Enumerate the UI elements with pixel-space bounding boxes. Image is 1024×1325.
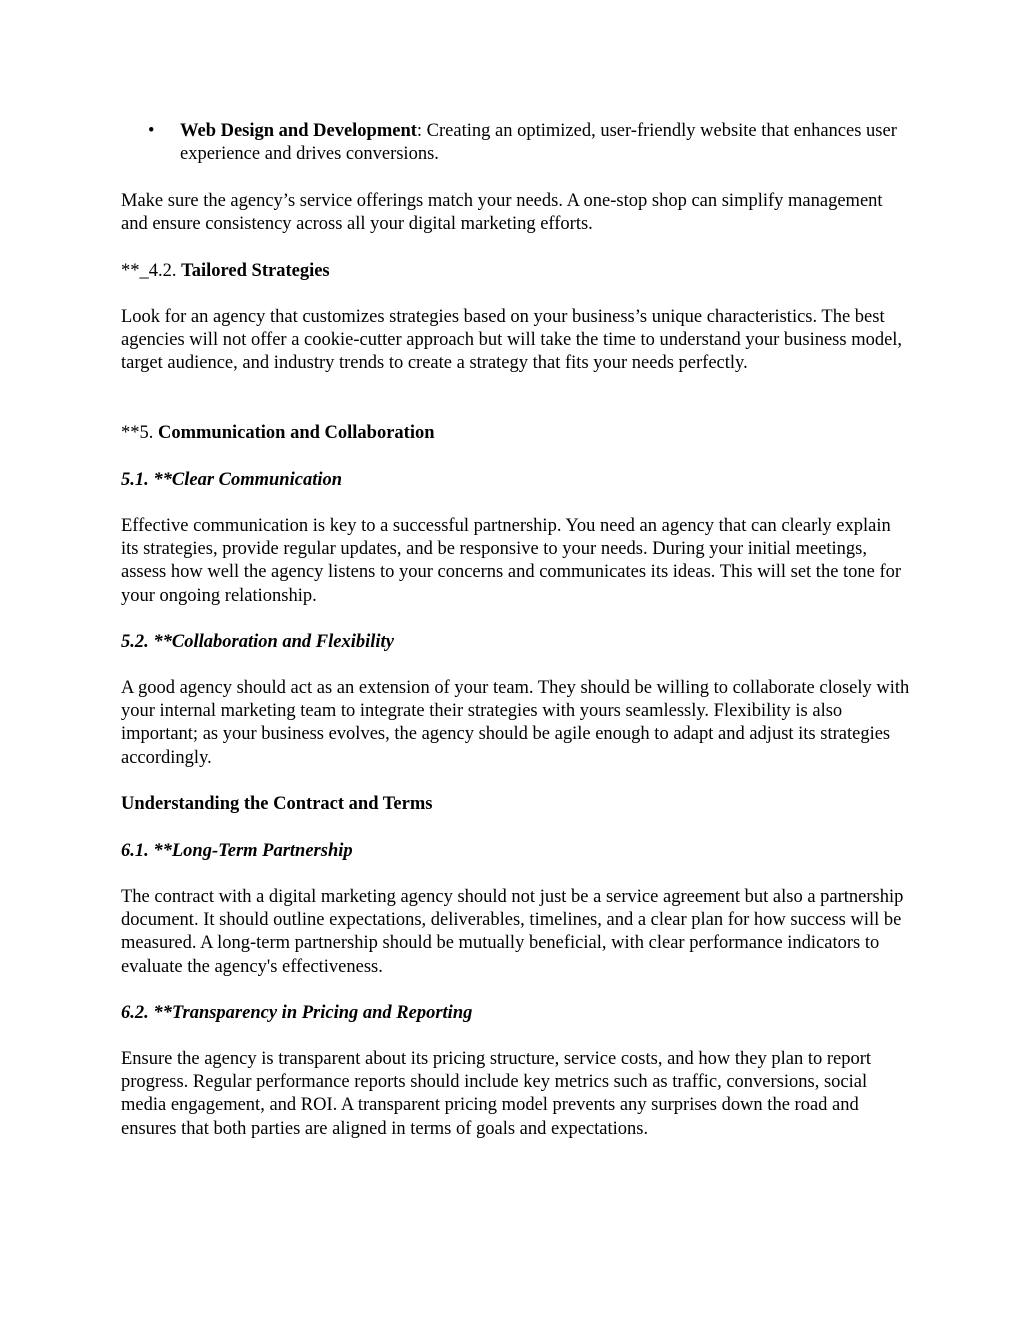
heading-4-2 <box>121 260 911 283</box>
paragraph-clear-communication: Effective communication is key to a successful partnership. You need an agency that can clearly explain its strategies, provide regular updates, and be responsive to your needs. During your initial meetings, assess how well the agency listens to your concerns and communicates its ideas. This will set the tone for your ongoing relationship. <box>121 516 902 606</box>
paragraph-tailored-strategies: Look for an agency that customizes strategies based on your business’s unique characteristics. The best agencies will not offer a cookie-cutter approach but will take the time to understand your business model, target audience, and industry trends to create a strategy that fits your needs perfectly. <box>121 307 903 374</box>
paragraph-transparency: Ensure the agency is transparent about its pricing structure, service costs, and how they plan to report progress. Regular performance reports should include key metrics such as traffic, conversions, social media engagement, and ROI. A transparent pricing model prevents any surprises down the road and ensures that both parties are aligned in terms of goals and expectations. <box>121 1049 872 1139</box>
paragraph-collaboration: A good agency should act as an extension of your team. They should be willing to collaborate closely with your internal marketing team to integrate their strategies with yours seamlessly. Flexibility is also important; as your business evolves, the agency should be agile enough to adapt and adjust its strategies accordingly. <box>121 678 910 768</box>
paragraph-long-term-partnership: The contract with a digital marketing agency should not just be a service agreement but also a partnership document. It should outline expectations, deliverables, timelines, and a clear plan for how success will be measured. A long-term partnership should be mutually beneficial, with clear performance indicators to evaluate the agency's effectiveness. <box>121 887 904 977</box>
heading-4-2-title: Tailored Strategies <box>181 261 330 281</box>
bullet-term: Web Design and Development <box>180 121 417 141</box>
heading-6: Understanding the Contract and Terms <box>121 794 433 814</box>
paragraph-service-offerings: Make sure the agency’s service offerings match your needs. A one-stop shop can simplify management and ensure consistency across all your digital marketing efforts. <box>121 191 883 235</box>
heading-5-prefix: **5. <box>121 423 158 443</box>
bullet-marker: • <box>148 121 155 141</box>
heading-5-2: 5.2. **Collaboration and Flexibility <box>121 632 394 652</box>
heading-5-title: Communication and Collaboration <box>158 423 435 443</box>
heading-6-2: 6.2. **Transparency in Pricing and Reporting <box>121 1003 473 1023</box>
heading-5 <box>121 422 911 445</box>
heading-5-1: 5.1. **Clear Communication <box>121 470 343 490</box>
heading-6-1: 6.1. **Long-Term Partnership <box>121 841 353 861</box>
heading-4-2-prefix: **_4.2. <box>121 261 182 281</box>
bullet-text <box>180 120 910 166</box>
bullet-description: : Creating an optimized, user-friendly website that enhances user experience and drives conversions. <box>180 121 897 165</box>
